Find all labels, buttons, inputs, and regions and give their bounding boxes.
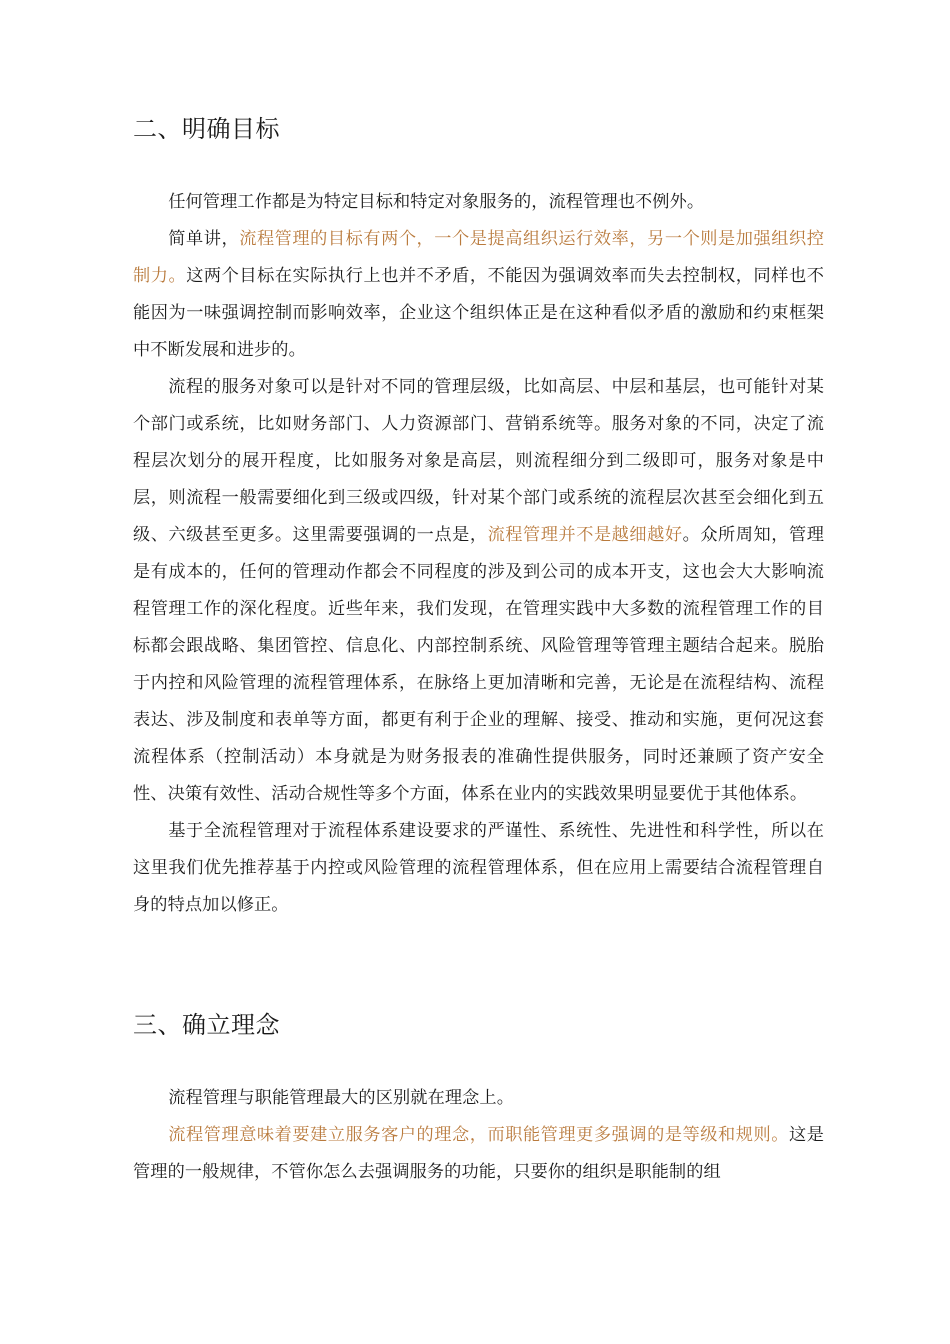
section-heading-goals: 二、明确目标 [133,115,280,143]
paragraph: 任何管理工作都是为特定目标和特定对象服务的，流程管理也不例外。 [168,192,705,212]
section-body-goals [133,184,824,924]
text-run: 。众所周知，管理是有成本的，任何的管理动作都会不同程度的涉及到公司的成本开支，这也会大大影响流程管理工作的深化程度。近些年来，我们发现，在管理实践中大多数的流程管理工作的目标都会跟战略、集团管控、信息化、内部控制系统、风险管理等管理主题结合起来。脱胎于内控和风险管理的流程管理体系，在脉络上更加清晰和完善，无论是在流程结构、流程表达、涉及制度和表单等方面，都更有利于企业的理解、接受、推动和实施，更何况这套流程体系（控制活动）本身就是为财务报表的准确性提供服务，同时还兼顾了资产安全性、决策有效性、活动合规性等多个方面，体系在业内的实践效果明显要优于其他体系。 [133,525,824,804]
paragraph [133,221,824,369]
highlighted-text: 流程管理的目标有两个，一个是提高组织运行效率，另一个则是加强组织控制力。 [133,229,824,286]
paragraph [133,1117,824,1191]
highlighted-text: 流程管理并不是越细越好 [487,525,683,545]
section-body-concept [133,1080,824,1191]
text-run: 这两个目标在实际执行上也并不矛盾，不能因为强调效率而失去控制权，同样也不能因为一味强调控制而影响效率，企业这个组织体正是在这种看似矛盾的激励和约束框架中不断发展和进步的。 [133,266,824,360]
paragraph [133,369,824,813]
paragraph: 流程管理与职能管理最大的区别就在理念上。 [168,1088,515,1108]
text-run: 简单讲， [168,229,240,249]
section-heading-concept: 三、确立理念 [133,1011,280,1039]
text-run: 这是管理的一般规律，不管你怎么去强调服务的功能，只要你的组织是职能制的组 [133,1125,824,1182]
text-run: 流程的服务对象可以是针对不同的管理层级，比如高层、中层和基层，也可能针对某个部门或系统，比如财务部门、人力资源部门、营销系统等。服务对象的不同，决定了流程层次划分的展开程度，比如服务对象是高层，则流程细分到二级即可，服务对象是中层，则流程一般需要细化到三级或四级，针对某个部门或系统的流程层次甚至会细化到五级、六级甚至更多。这里需要强调的一点是， [133,377,824,545]
paragraph: 基于全流程管理对于流程体系建设要求的严谨性、系统性、先进性和科学性，所以在这里我们优先推荐基于内控或风险管理的流程管理体系，但在应用上需要结合流程管理自身的特点加以修正。 [133,821,824,915]
highlighted-text: 流程管理意味着要建立服务客户的理念，而职能管理更多强调的是等级和规则。 [168,1125,789,1145]
